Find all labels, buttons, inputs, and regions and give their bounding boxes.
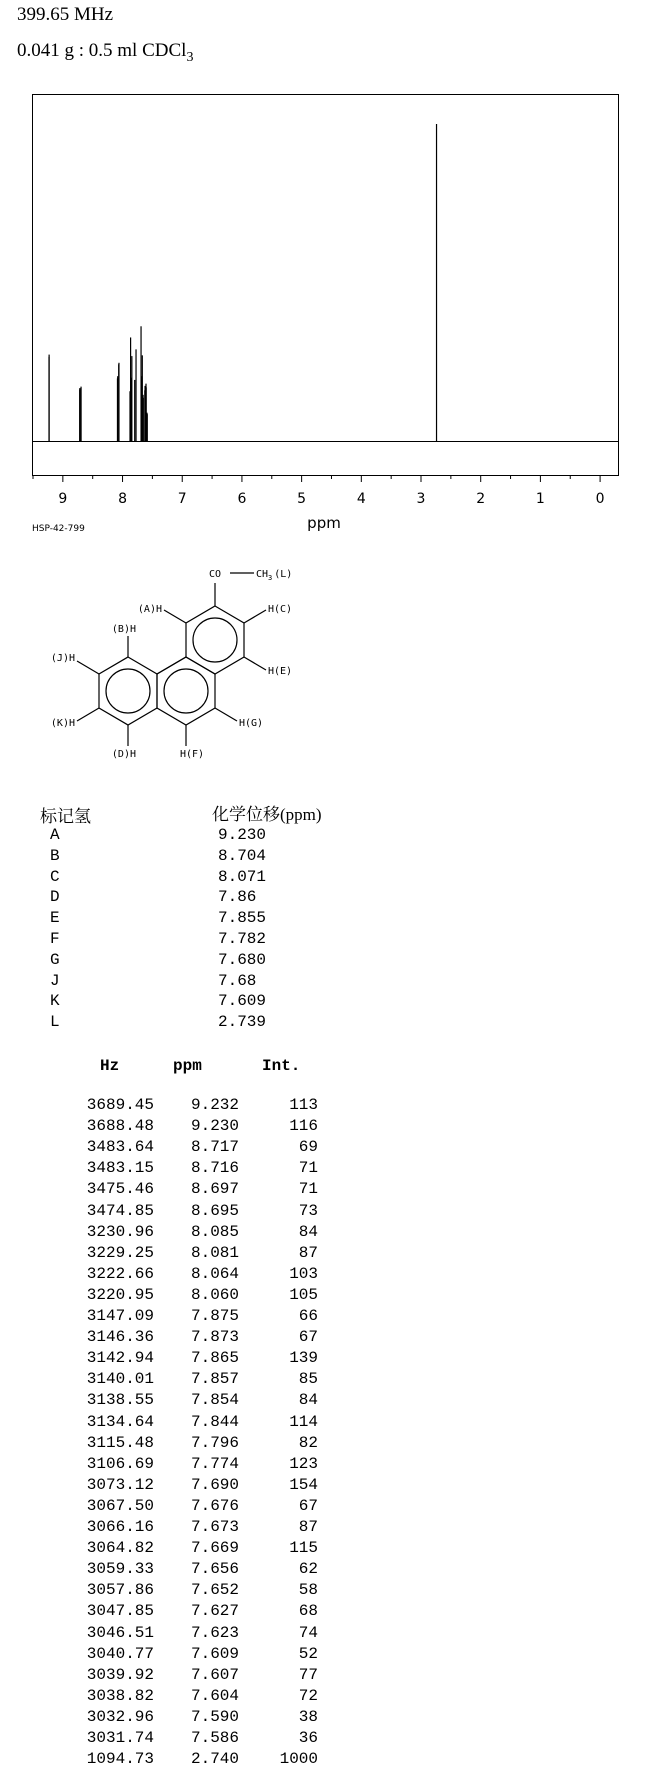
peak-hz: 3115.48 (86, 1433, 154, 1452)
peak-ppm: 7.607 (190, 1665, 239, 1684)
peak-ppm: 7.873 (190, 1328, 239, 1347)
sample-subscript: 3 (186, 49, 194, 65)
peak-row (0, 1370, 652, 1391)
peak-ppm: 7.865 (190, 1349, 239, 1368)
peak-row (0, 1497, 652, 1518)
peak-hz: 3140.01 (86, 1370, 154, 1389)
peak-header-int: Int. (262, 1057, 301, 1075)
x-tick-label: 3 (416, 491, 426, 507)
label-he: H(E) (268, 666, 293, 677)
bond-he (244, 657, 266, 670)
peak-int: 154 (289, 1475, 318, 1494)
peak-ppm: 7.623 (190, 1623, 239, 1642)
assignment-header-shift: 化学位移(ppm) (212, 805, 322, 824)
peak-ppm: 7.604 (190, 1686, 239, 1705)
peak-int: 1000 (279, 1750, 318, 1769)
peak-hz: 3047.85 (86, 1602, 154, 1621)
assignment-shift: 7.680 (218, 950, 267, 969)
peak-hz: 3146.36 (86, 1328, 154, 1347)
label-co: CO (208, 569, 222, 580)
peak-row (0, 1624, 652, 1645)
peak-hz: 3059.33 (86, 1560, 154, 1579)
label-hb: (B)H (111, 624, 136, 635)
label-hg: H(G) (239, 718, 264, 729)
bond-hc (244, 610, 266, 623)
peak-row (0, 1349, 652, 1370)
peak-hz: 3064.82 (86, 1539, 154, 1558)
label-hc: H(C) (268, 604, 293, 615)
bond-hg (215, 708, 237, 721)
assignment-shift: 9.230 (218, 826, 267, 844)
peak-row (0, 1223, 652, 1244)
peak-int: 62 (298, 1560, 318, 1579)
peak-int: 67 (298, 1328, 318, 1347)
peak-int: 67 (298, 1496, 318, 1515)
peak-int: 87 (298, 1518, 318, 1536)
label-ch3-tag: (L) (274, 569, 293, 580)
peak-hz: 3229.25 (86, 1243, 154, 1262)
peak-int: 66 (298, 1307, 318, 1325)
assignment-shift: 8.704 (218, 846, 267, 865)
peak-int: 72 (298, 1686, 318, 1705)
peak-row (0, 1539, 652, 1560)
peak-row (0, 1286, 652, 1307)
peak-hz: 3073.12 (86, 1475, 154, 1494)
peak-ppm: 8.085 (190, 1222, 239, 1241)
peak-int: 71 (298, 1180, 318, 1199)
peak-int: 114 (289, 1412, 318, 1431)
assignment-label: K (50, 992, 60, 1011)
ring-right (186, 606, 244, 674)
peak-ppm: 7.774 (190, 1454, 239, 1473)
peak-row (0, 1202, 652, 1223)
assignment-label: F (50, 930, 60, 948)
assignment-shift: 7.86 (218, 888, 257, 907)
spectrometer-frequency: 399.65 MHz (17, 4, 114, 25)
assignment-shift: 7.609 (218, 992, 267, 1011)
peak-ppm: 7.609 (190, 1644, 239, 1663)
x-tick-label: 9 (58, 491, 68, 507)
sample-prefix: 0.041 g : 0.5 ml CDCl (17, 40, 187, 61)
ring-left (99, 657, 157, 725)
peak-hz: 3067.50 (86, 1496, 154, 1515)
label-ch3 (256, 569, 292, 582)
peak-row (0, 1687, 652, 1708)
assignment-shift: 7.68 (218, 971, 257, 990)
peak-hz: 3689.45 (86, 1096, 154, 1114)
x-tick-label: 4 (356, 491, 366, 507)
peak-hz: 1094.73 (86, 1750, 154, 1769)
peak-ppm: 7.669 (190, 1539, 239, 1558)
x-tick-label: 8 (118, 491, 128, 507)
peak-int: 74 (298, 1623, 318, 1642)
peak-ppm: 2.740 (190, 1750, 239, 1769)
bond-ha (164, 610, 186, 623)
peak-row (0, 1602, 652, 1623)
assignment-shift: 2.739 (218, 1013, 267, 1032)
peak-ppm: 8.064 (190, 1264, 239, 1283)
peak-hz: 3142.94 (86, 1349, 154, 1368)
peak-ppm: 7.854 (190, 1391, 239, 1410)
peak-int: 116 (289, 1117, 318, 1136)
peak-row (0, 1581, 652, 1602)
peak-ppm: 8.060 (190, 1285, 239, 1304)
peak-hz: 3138.55 (86, 1391, 154, 1410)
peak-hz: 3106.69 (86, 1454, 154, 1473)
peak-int: 36 (298, 1729, 318, 1747)
peak-ppm: 7.857 (190, 1370, 239, 1389)
peak-row (0, 1138, 652, 1159)
x-tick-label: 6 (237, 491, 247, 507)
peak-row (0, 1096, 652, 1117)
assignment-label: E (50, 909, 60, 928)
assignment-label: J (50, 971, 60, 990)
peak-row (0, 1328, 652, 1349)
peak-hz: 3031.74 (86, 1729, 154, 1747)
peak-hz: 3057.86 (86, 1581, 154, 1600)
peak-int: 87 (298, 1243, 318, 1262)
peak-int: 52 (298, 1644, 318, 1663)
spectrum-code: HSP-42-799 (32, 524, 85, 534)
peak-hz: 3222.66 (86, 1264, 154, 1283)
x-tick-label: 7 (177, 491, 187, 507)
ring-right-aromatic-circle (193, 618, 237, 662)
peak-row (0, 1455, 652, 1476)
peak-hz: 3688.48 (86, 1117, 154, 1136)
peak-hz: 3134.64 (86, 1412, 154, 1431)
x-tick-label: 2 (476, 491, 486, 507)
bond-hk (77, 708, 99, 721)
peak-ppm: 7.652 (190, 1581, 239, 1600)
peak-int: 84 (298, 1222, 318, 1241)
x-tick-label: 0 (595, 491, 605, 507)
peak-int: 115 (289, 1539, 318, 1558)
peak-row (0, 1476, 652, 1497)
peak-ppm: 8.717 (190, 1138, 239, 1157)
peak-ppm: 9.230 (190, 1117, 239, 1136)
peak-row (0, 1413, 652, 1434)
peak-int: 103 (289, 1264, 318, 1283)
label-hf: H(F) (180, 749, 205, 760)
peak-int: 85 (298, 1370, 318, 1389)
peak-int: 105 (289, 1285, 318, 1304)
peak-row (0, 1434, 652, 1455)
ring-middle-aromatic-circle (164, 669, 208, 713)
peak-ppm: 7.844 (190, 1412, 239, 1431)
peak-row (0, 1729, 652, 1750)
peak-ppm: 8.697 (190, 1180, 239, 1199)
peak-row (0, 1307, 652, 1328)
peak-int: 73 (298, 1201, 318, 1220)
peak-ppm: 7.673 (190, 1518, 239, 1536)
peak-row (0, 1244, 652, 1265)
ring-middle (157, 657, 215, 725)
peak-int: 82 (298, 1433, 318, 1452)
assignment-label: G (50, 950, 60, 969)
x-tick-label: 1 (535, 491, 545, 507)
assignment-shift: 8.071 (218, 867, 267, 886)
peak-ppm: 8.716 (190, 1159, 239, 1178)
peak-int: 84 (298, 1391, 318, 1410)
assignment-label: A (50, 826, 60, 844)
peak-int: 77 (298, 1665, 318, 1684)
peak-hz: 3040.77 (86, 1644, 154, 1663)
peak-ppm: 7.627 (190, 1602, 239, 1621)
peak-hz: 3038.82 (86, 1686, 154, 1705)
peak-ppm: 7.676 (190, 1496, 239, 1515)
assignment-label: B (50, 846, 60, 865)
peak-ppm: 8.695 (190, 1201, 239, 1220)
peak-int: 38 (298, 1707, 318, 1726)
peak-hz: 3483.15 (86, 1159, 154, 1178)
assignment-label: D (50, 888, 60, 907)
peak-int: 139 (289, 1349, 318, 1368)
peak-row (0, 1708, 652, 1729)
label-ha: (A)H (137, 604, 162, 615)
assignment-shift: 7.855 (218, 909, 267, 928)
peak-header-hz: Hz (100, 1057, 120, 1075)
peak-ppm: 7.875 (190, 1307, 239, 1325)
label-ch3-subscript: 3 (268, 574, 273, 582)
peak-int: 68 (298, 1602, 318, 1621)
ring-bonds (77, 573, 266, 746)
peak-row (0, 1518, 652, 1539)
peak-ppm: 9.232 (190, 1096, 239, 1114)
peak-hz: 3475.46 (86, 1180, 154, 1199)
peak-row (0, 1560, 652, 1581)
x-axis-label: ppm (307, 514, 341, 532)
label-ch3-ch: CH (256, 569, 269, 580)
assignment-shift: 7.782 (218, 930, 267, 948)
bond-hj (77, 661, 99, 674)
peak-int: 113 (289, 1096, 318, 1114)
assignment-label: C (50, 867, 60, 886)
peak-row (0, 1180, 652, 1201)
x-tick-label: 5 (297, 491, 307, 507)
label-hk: (K)H (50, 718, 75, 729)
peak-ppm: 7.690 (190, 1475, 239, 1494)
peak-row (0, 1159, 652, 1180)
peak-hz: 3046.51 (86, 1623, 154, 1642)
peak-hz: 3483.64 (86, 1138, 154, 1157)
peak-ppm: 7.656 (190, 1560, 239, 1579)
peak-row (0, 1117, 652, 1138)
label-hj: (J)H (50, 653, 75, 664)
peak-ppm: 7.586 (190, 1729, 239, 1747)
assignment-header-label: 标记氢 (40, 807, 91, 826)
peak-row (0, 1666, 652, 1687)
peak-int: 71 (298, 1159, 318, 1178)
peak-int: 58 (298, 1581, 318, 1600)
ring-left-aromatic-circle (106, 669, 150, 713)
peak-hz: 3039.92 (86, 1665, 154, 1684)
peak-int: 123 (289, 1454, 318, 1473)
peak-row (0, 1645, 652, 1666)
peak-hz: 3230.96 (86, 1222, 154, 1241)
peak-hz: 3032.96 (86, 1707, 154, 1726)
bond-fusion (157, 657, 186, 674)
label-hd: (D)H (111, 749, 136, 760)
peak-hz: 3474.85 (86, 1201, 154, 1220)
peak-hz: 3147.09 (86, 1307, 154, 1325)
phenanthrene-structure (0, 0, 652, 790)
assignment-label: L (50, 1013, 60, 1032)
peak-hz: 3066.16 (86, 1518, 154, 1536)
peak-header-ppm: ppm (173, 1057, 202, 1075)
peak-ppm: 7.590 (190, 1707, 239, 1726)
peak-ppm: 7.796 (190, 1433, 239, 1452)
peak-row (0, 1391, 652, 1412)
peak-ppm: 8.081 (190, 1243, 239, 1262)
peak-row (0, 1265, 652, 1286)
peak-hz: 3220.95 (86, 1285, 154, 1304)
peak-int: 69 (298, 1138, 318, 1157)
